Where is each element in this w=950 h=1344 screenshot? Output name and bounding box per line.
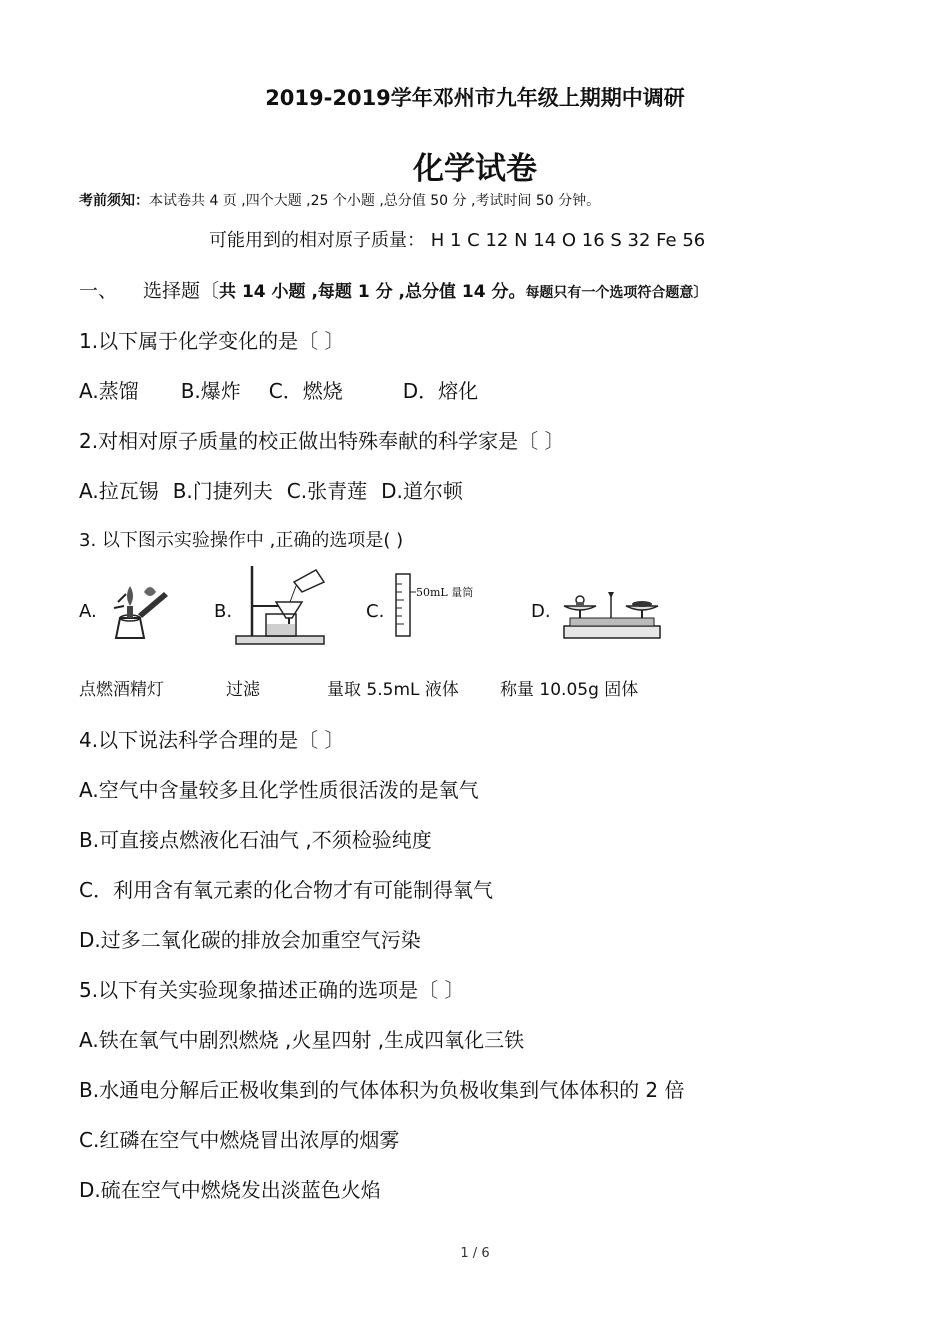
notice-text: 本试卷共 4 页 ,四个大题 ,25 个小题 ,总分值 50 分 ,考试时间 50 分钟。 xyxy=(149,193,601,209)
question-5-stem: 5.以下有关实验现象描述正确的选项是〔 〕 xyxy=(79,978,465,1002)
q3-option-a-label: A. xyxy=(79,601,97,622)
q1-option-a: A.蒸馏 xyxy=(79,379,139,403)
question-4-stem: 4.以下说法科学合理的是〔 〕 xyxy=(79,728,345,752)
page-number: 1 / 6 xyxy=(460,1246,490,1261)
q1-option-c: C．燃烧 xyxy=(268,379,343,403)
q3-caption-c: 量取 5.5mL 液体 xyxy=(327,680,459,700)
q2-option-b: B.门捷列夫 xyxy=(172,479,273,503)
q2-option-d: D.道尔顿 xyxy=(381,479,463,503)
q5-option-c: C.红磷在空气中燃烧冒出浓厚的烟雾 xyxy=(79,1128,400,1152)
exam-title: 2019-2019学年邓州市九年级上期期中调研 xyxy=(265,86,685,110)
question-3-stem: 3. 以下图示实验操作中 ,正确的选项是( ) xyxy=(79,530,404,551)
q5-option-d: D.硫在空气中燃烧发出淡蓝色火焰 xyxy=(79,1178,381,1202)
q5-option-a: A.铁在氧气中剧烈燃烧 ,火星四射 ,生成四氧化三铁 xyxy=(79,1028,525,1052)
cylinder-label: 50mL 量筒 xyxy=(416,586,474,599)
q3-caption-a: 点燃酒精灯 xyxy=(79,680,164,700)
question-1-stem: 1.以下属于化学变化的是〔 〕 xyxy=(79,329,345,353)
q3-caption-b: 过滤 xyxy=(226,680,260,700)
section-heading xyxy=(79,276,707,303)
question-1-options xyxy=(79,375,478,404)
filtration-apparatus-image xyxy=(232,562,328,648)
q3-option-d-label: D. xyxy=(531,601,551,622)
q1-option-b: B.爆炸 xyxy=(180,379,241,403)
question-2-options xyxy=(79,475,463,504)
atomic-masses: 可能用到的相对原子质量： H 1 C 12 N 14 O 16 S 32 Fe 56 xyxy=(209,230,706,251)
q2-option-a: A.拉瓦锡 xyxy=(79,479,159,503)
section-number: 一、 xyxy=(79,280,118,302)
q3-option-c-label: C. xyxy=(366,601,385,622)
section-detail: 共 14 小题 ,每题 1 分 ,总分值 14 分。 xyxy=(219,282,526,302)
q4-option-c: C．利用含有氧元素的化合物才有可能制得氧气 xyxy=(79,878,493,902)
q3-caption-d: 称量 10.05g 固体 xyxy=(500,680,639,700)
section-note: 每题只有一个选项符合题意〕 xyxy=(525,285,708,301)
balance-scale-image xyxy=(556,586,666,644)
q4-option-a: A.空气中含量较多且化学性质很活泼的是氧气 xyxy=(79,778,479,802)
q4-option-d: D.过多二氧化碳的排放会加重空气污染 xyxy=(79,928,421,952)
question-2-stem: 2.对相对原子质量的校正做出特殊奉献的科学家是〔 〕 xyxy=(79,429,565,453)
q1-option-d: D．熔化 xyxy=(402,379,479,403)
notice-label: 考前须知： xyxy=(79,193,149,209)
graduated-cylinder-image xyxy=(390,570,486,640)
section-name: 选择题〔 xyxy=(143,280,220,302)
alcohol-lamp-image xyxy=(104,578,170,646)
q4-option-b: B.可直接点燃液化石油气 ,不须检验纯度 xyxy=(79,828,432,852)
q5-option-b: B.水通电分解后正极收集到的气体体积为负极收集到气体体积的 2 倍 xyxy=(79,1078,685,1102)
subject-title: 化学试卷 xyxy=(413,151,537,187)
q3-option-b-label: B. xyxy=(214,601,233,622)
q2-option-c: C.张青莲 xyxy=(286,479,368,503)
exam-notice xyxy=(79,190,600,210)
